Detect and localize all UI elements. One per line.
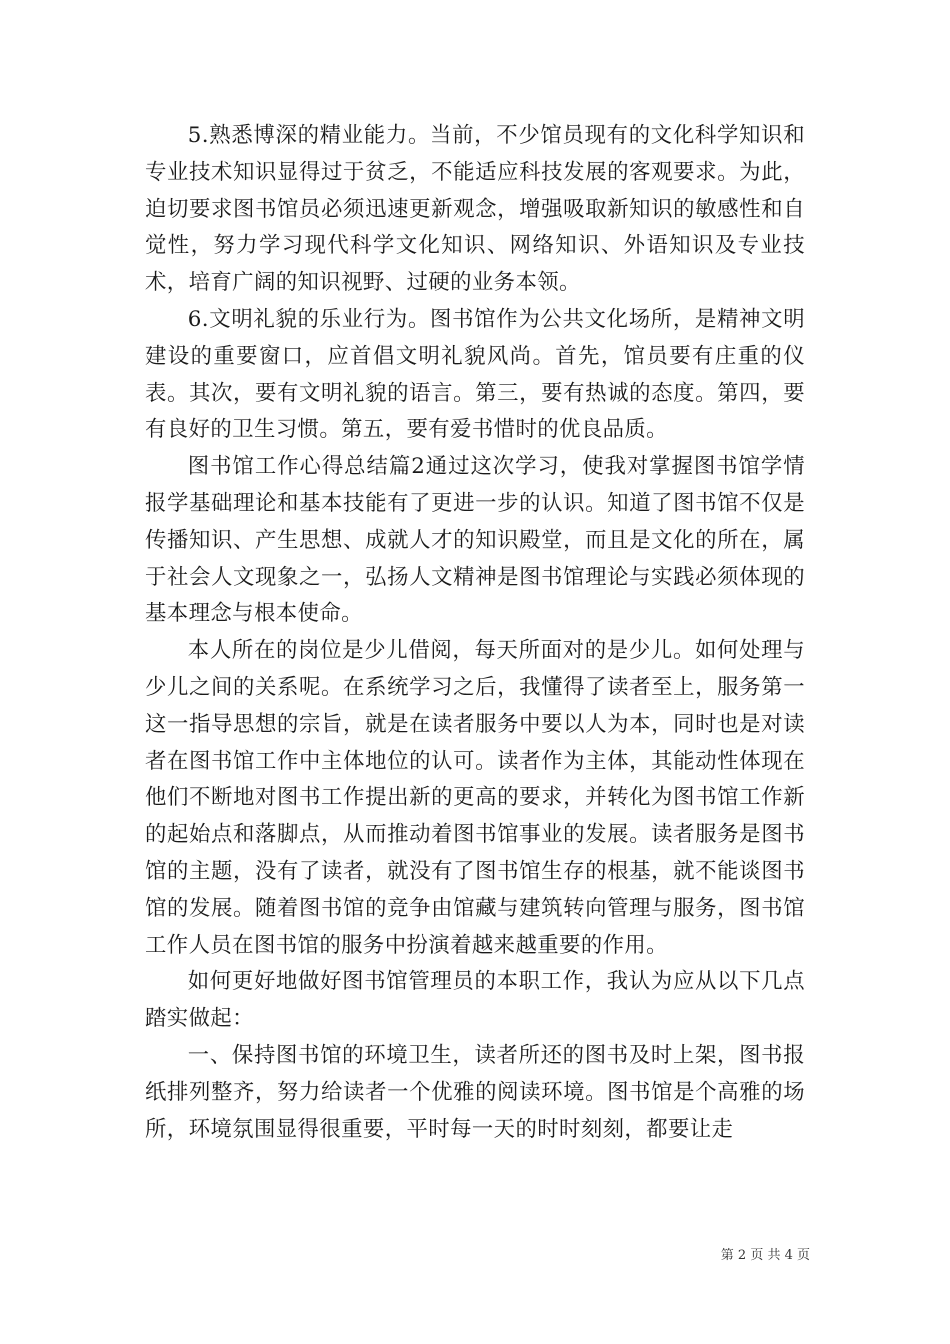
paragraph-how-to: 如何更好地做好图书馆管理员的本职工作，我认为应从以下几点踏实做起： <box>145 969 805 1032</box>
paragraph-item-5: 5.熟悉博深的精业能力。当前，不少馆员现有的文化科学知识和专业技术知识显得过于贫乏，不能适应科技发展的客观要求。为此，迫切要求图书馆员必须迅速更新观念，增强吸取新知识的敏感性和自觉性，努力学习现代科学文化知识、网络知识、外语知识及专业技术，培育广阔的知识视野、过硬的业务本领。 <box>145 123 805 296</box>
page-number: 第 2 页 共 4 页 <box>720 1248 810 1263</box>
document-body <box>145 118 805 1148</box>
paragraph-item-6: 6.文明礼貌的乐业行为。图书馆作为公共文化场所，是精神文明建设的重要窗口，应首倡文明礼貌风尚。首先，馆员要有庄重的仪表。其次，要有文明礼貌的语言。第三，要有热诚的态度。第四，要有良好的卫生习惯。第五，要有爱书惜时的优良品质。 <box>145 306 805 443</box>
paragraph-point-one: 一、保持图书馆的环境卫生，读者所还的图书及时上架，图书报纸排列整齐，努力给读者一个优雅的阅读环境。图书馆是个高雅的场所，环境氛围显得很重要，平时每一天的时时刻刻，都要让走 <box>145 1042 805 1142</box>
paragraph-summary-part2: 图书馆工作心得总结篇2通过这次学习，使我对掌握图书馆学情报学基础理论和基本技能有了更进一步的认识。知道了图书馆不仅是传播知识、产生思想、成就人才的知识殿堂，而且是文化的所在，属于社会人文现象之一，弘扬人文精神是图书馆理论与实践必须体现的基本理念与根本使命。 <box>145 454 805 627</box>
paragraph-personal-role: 本人所在的岗位是少儿借阅，每天所面对的是少儿。如何处理与少儿之间的关系呢。在系统学习之后，我懂得了读者至上，服务第一这一指导思想的宗旨，就是在读者服务中要以人为本，同时也是对读者在图书馆工作中主体地位的认可。读者作为主体，其能动性体现在他们不断地对图书工作提出新的更高的要求，并转化为图书馆工作新的起始点和落脚点，从而推动着图书馆事业的发展。读者服务是图书馆的主题，没有了读者，就没有了图书馆生存的根基，就不能谈图书馆的发展。随着图书馆的竞争由馆藏与建筑转向管理与服务，图书馆工作人员在图书馆的服务中扮演着越来越重要的作用。 <box>145 638 805 958</box>
